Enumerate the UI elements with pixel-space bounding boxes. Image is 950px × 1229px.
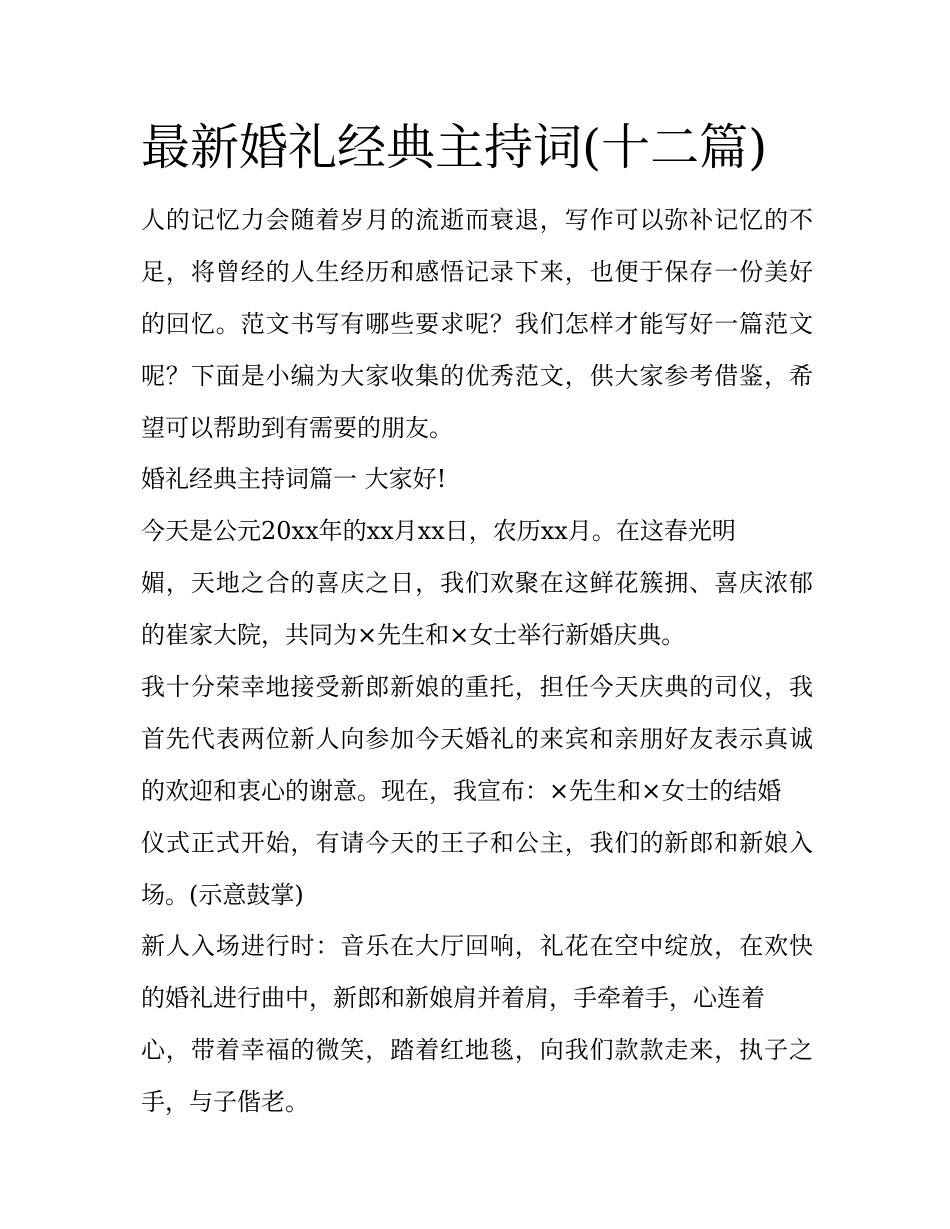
text-line: 首先代表两位新人向参加今天婚礼的来宾和亲朋好友表示真诚 (141, 724, 813, 753)
text-line: 望可以帮助到有需要的朋友。 (141, 413, 453, 442)
text-line: 今天是公元20xx年的xx月xx日，农历xx月。在这春光明 (141, 517, 736, 546)
text-line: 的崔家大院，共同为×先生和×女士举行新婚庆典。 (141, 621, 686, 650)
text-line: 人的记忆力会随着岁月的流逝而衰退，写作可以弥补记忆的不 (141, 206, 813, 234)
text-line: 足，将曾经的人生经历和感悟记录下来，也便于保存一份美好 (141, 257, 813, 286)
text-line: 新人入场进行时：音乐在大厅回响，礼花在空中绽放，在欢快 (141, 932, 813, 961)
text-line: 心，带着幸福的微笑，踏着红地毯，向我们款款走来，执子之 (141, 1036, 813, 1065)
document-body (141, 195, 813, 1129)
text-line: 手，与子偕老。 (141, 1088, 309, 1117)
text-line: 呢？下面是小编为大家收集的优秀范文，供大家参考借鉴，希 (141, 361, 813, 390)
text-line: 的欢迎和衷心的谢意。现在，我宣布：×先生和×女士的结婚 (141, 776, 782, 805)
document-page (141, 108, 813, 1129)
document-title: 最新婚礼经典主持词(十二篇) (141, 119, 768, 176)
text-line: 的回忆。范文书写有哪些要求呢？我们怎样才能写好一篇范文 (141, 309, 813, 338)
text-line: 仪式正式开始，有请今天的王子和公主，我们的新郎和新娘入 (141, 828, 813, 857)
section-heading: 婚礼经典主持词篇一 大家好! (141, 465, 447, 494)
text-line: 媚，天地之合的喜庆之日，我们欢聚在这鲜花簇拥、喜庆浓郁 (141, 569, 813, 598)
text-line: 的婚礼进行曲中，新郎和新娘肩并着肩，手牵着手，心连着 (141, 984, 765, 1013)
text-line: 场。(示意鼓掌) (141, 880, 304, 909)
text-line: 我十分荣幸地接受新郎新娘的重托，担任今天庆典的司仪，我 (141, 673, 813, 702)
